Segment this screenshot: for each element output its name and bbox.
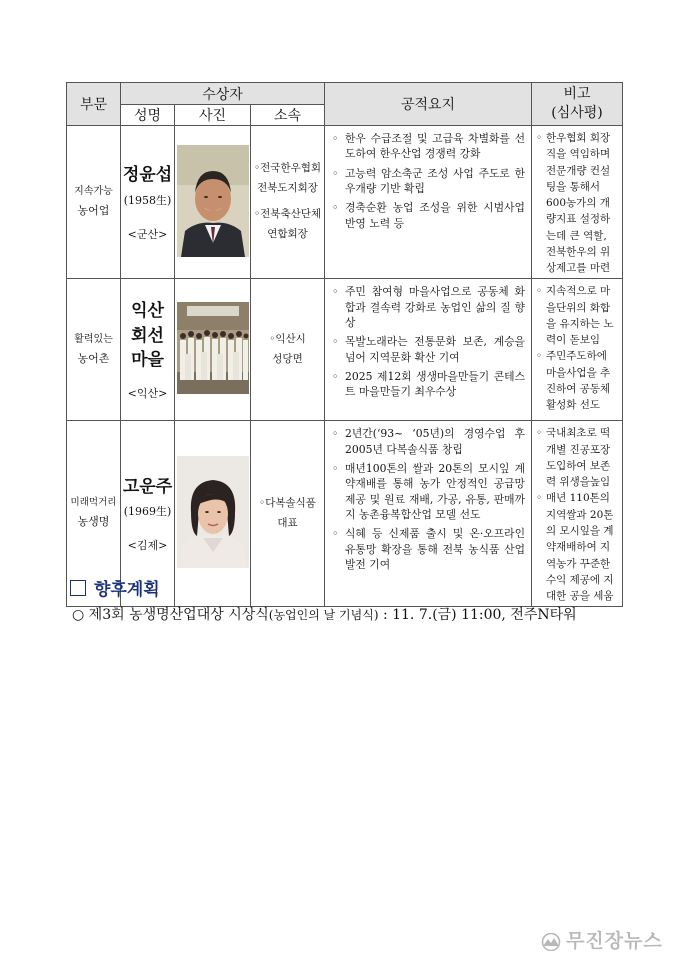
achievement-item: ◦ 목발노래라는 전통문화 보존, 계승을 넘어 지역문화 확산 기여 bbox=[331, 334, 525, 365]
photo-cell bbox=[175, 421, 251, 607]
group-photo bbox=[177, 302, 249, 394]
achievement-item: ◦ 매년100톤의 쌀과 20톤의 모시잎 계약재배를 통해 농가 안정적인 공급망 제공 및 원료 재배, 가공, 유통, 판매까지 농촌융복합산업 모델 선도 bbox=[331, 461, 525, 522]
header-name: 성명 bbox=[121, 105, 175, 126]
achievement-item: ◦ 식혜 등 신제품 출시 및 온·오프라인 유통망 확장을 통해 전북 농식품 산업 발전 기여 bbox=[331, 526, 525, 572]
achievement-item: ◦ 2025 제12회 생생마을만들기 콘테스트 마을만들기 최우수상 bbox=[331, 369, 525, 400]
header-affiliation: 소속 bbox=[251, 105, 325, 126]
header-division: 부문 bbox=[67, 83, 121, 126]
achievement-item: ◦ 경축순환 농업 조성을 위한 시범사업 반영 노력 등 bbox=[331, 200, 525, 231]
remarks-cell bbox=[532, 279, 623, 421]
winner-name: 정윤섭 bbox=[122, 164, 173, 185]
watermark: 무진장뉴스 bbox=[540, 926, 663, 953]
remark-item: ◦ 주민주도하에 마을사업을 추진하여 공동체 활성화 선도 bbox=[536, 348, 618, 413]
category-cell: 미래먹거리 농생명 bbox=[67, 421, 121, 607]
name-cell bbox=[121, 279, 175, 421]
winner-name-line: 회선 bbox=[131, 325, 164, 346]
portrait-photo bbox=[177, 145, 249, 257]
remarks-cell bbox=[532, 421, 623, 607]
remark-item: ◦ 지속적으로 마을단위의 화합을 유지하는 노력이 돋보임 bbox=[536, 283, 618, 348]
header-photo: 사진 bbox=[175, 105, 251, 126]
remark-item: ◦ 국내최초로 떡개별 진공포장 도입하여 보존력 위생을높임 bbox=[536, 425, 618, 490]
winner-region: <익산> bbox=[127, 386, 168, 400]
remark-item: ◦ 매년 110톤의 지역쌀과 20톤의 모시잎을 계약재배하여 지역농가 꾸준한 수익 제공에 지대한 공을 세움 bbox=[536, 490, 618, 604]
affiliation-cell: ◦익산시 성당면 bbox=[251, 279, 325, 421]
plan-section-title: 향후계획 bbox=[70, 575, 160, 600]
category-cell: 활력있는 농어촌 bbox=[67, 279, 121, 421]
affiliation-cell: ◦다복솔식품 대표 bbox=[251, 421, 325, 607]
achievement-item: ◦ 고능력 암소축군 조성 사업 주도로 한우개량 기반 확립 bbox=[331, 166, 525, 197]
table-row bbox=[67, 279, 623, 421]
remarks-cell bbox=[532, 126, 623, 279]
achievement-item: ◦ 한우 수급조절 및 고급육 차별화를 선도하여 한우산업 경쟁력 강화 bbox=[331, 131, 525, 162]
photo-cell bbox=[175, 279, 251, 421]
winner-region: <김제> bbox=[127, 539, 168, 553]
category-cell: 지속가능 농어업 bbox=[67, 126, 121, 279]
winner-name-line: 마을 bbox=[131, 350, 164, 371]
achievements-cell bbox=[325, 279, 532, 421]
photo-cell bbox=[175, 126, 251, 279]
remark-item: ◦ 한우협회 회장직을 역임하며 전문개량 컨설팅을 통해서 600농가의 개량지표 설정하는데 큰 역할, 전북한우의 위상제고를 마련 bbox=[536, 130, 618, 276]
achievement-item: ◦ 2년간(‘93~ ‘05년)의 경영수업 후 2005년 다복솔식품 창립 bbox=[331, 426, 525, 457]
name-cell bbox=[121, 126, 175, 279]
winner-name-line: 익산 bbox=[131, 300, 164, 321]
affiliation-cell: ◦전국한우협회 전북도지회장 ◦전북축산단체 연합회장 bbox=[251, 126, 325, 279]
mountain-logo-icon bbox=[540, 933, 562, 951]
winner-region: <군산> bbox=[127, 227, 168, 241]
header-achievements: 공적요지 bbox=[325, 83, 532, 126]
winner-birth-year: (1969生) bbox=[123, 505, 172, 519]
portrait-photo bbox=[177, 456, 249, 568]
achievements-cell bbox=[325, 126, 532, 279]
winner-name: 고운주 bbox=[122, 476, 173, 497]
winner-birth-year: (1958生) bbox=[123, 193, 172, 207]
plan-item: ○ 제3회 농생명산업대상 시상식(농업인의 날 기념식) : 11. 7.(금) 11:00, 전주N타워 bbox=[72, 607, 577, 623]
achievements-cell bbox=[325, 421, 532, 607]
table-row bbox=[67, 126, 623, 279]
header-winner: 수상자 bbox=[121, 83, 325, 105]
award-table bbox=[66, 82, 623, 607]
header-remarks: 비고 (심사평) bbox=[532, 83, 623, 126]
achievement-item: ◦ 주민 참여형 마을사업으로 공동체 화합과 결속력 강화로 농업인 삶의 질 향상 bbox=[331, 284, 525, 330]
checkbox-square-icon bbox=[70, 580, 86, 596]
